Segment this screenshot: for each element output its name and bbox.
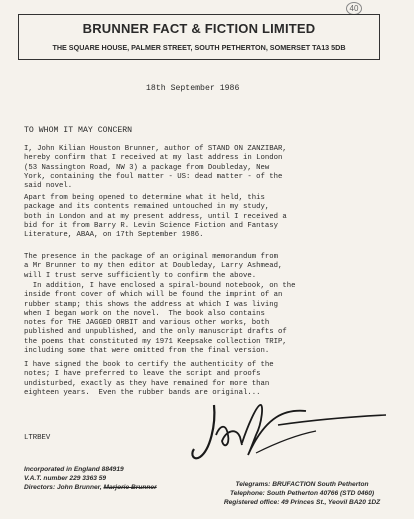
- paragraph-2: Apart from being opened to determine what it held, this package and its contents remained untouched in my study, both in London and at my present address, until I received a bid for it from Barry R. Levin Science Fiction and Fantasy Literature, ABAA, on 17th September 1986.: [24, 194, 287, 240]
- incorporation-line: Incorporated in England 884919: [24, 466, 124, 473]
- directors-label: Directors: John Brunner,: [24, 484, 102, 491]
- company-contact: [207, 480, 397, 507]
- typist-initials: LTRBEV: [24, 434, 51, 442]
- letterhead: [18, 14, 380, 60]
- paragraph-3: The presence in the package of an original memorandum from a Mr Brunner to my then editor at Doubleday, Larry Ashmead, will I trust serve sufficiently to confirm the above.: [24, 253, 283, 280]
- company-address: THE SQUARE HOUSE, PALMER STREET, SOUTH PETHERTON, SOMERSET TA13 5DB: [52, 43, 346, 52]
- telegrams-line: Telegrams: BRUFACTION South Petherton: [235, 481, 369, 488]
- handwritten-signature: [186, 395, 396, 480]
- paragraph-4: In addition, I have enclosed a spiral-bound notebook, on the inside front cover of which will be found the imprint of an rubber stamp; this shows the address at which I was living when I began work on the novel. The book also contains notes for THE JAGGED ORBIT and various other works, both published and unpublished, and the only manuscript drafts of the poems that constituted my 1971 Keepsake collection TRIP, including some that were omitted from the final version.: [24, 282, 296, 356]
- paragraph-1: I, John Kilian Houston Brunner, author of STAND ON ZANZIBAR, hereby confirm that I received at my last address in London (53 Nassington Road, NW 3) a package from Doubleday, New York, containing the foul matter - US: dead matter - of the said novel.: [24, 145, 287, 191]
- struck-director-name: Marjorie Brunner: [103, 484, 157, 491]
- salutation: TO WHOM IT MAY CONCERN: [24, 126, 133, 135]
- letter-date: 18th September 1986: [146, 84, 240, 93]
- vat-line: V.A.T. number 229 3363 59: [24, 475, 107, 482]
- company-name: BRUNNER FACT & FICTION LIMITED: [82, 21, 316, 36]
- registered-office-line: Registered office: 49 Princes St., Yeovil BA20 1DZ: [223, 499, 381, 506]
- paragraph-5: I have signed the book to certify the authenticity of the notes; I have preferred to leave the script and proofs undisturbed, exactly as they have remained for more than eighteen years. Even the rubber bands are original...: [24, 361, 274, 397]
- telephone-line: Telephone: South Petherton 40766 (STD 0460): [229, 490, 375, 497]
- page-number: 40: [346, 2, 362, 15]
- directors-line: [24, 483, 157, 492]
- company-registration: [24, 465, 157, 492]
